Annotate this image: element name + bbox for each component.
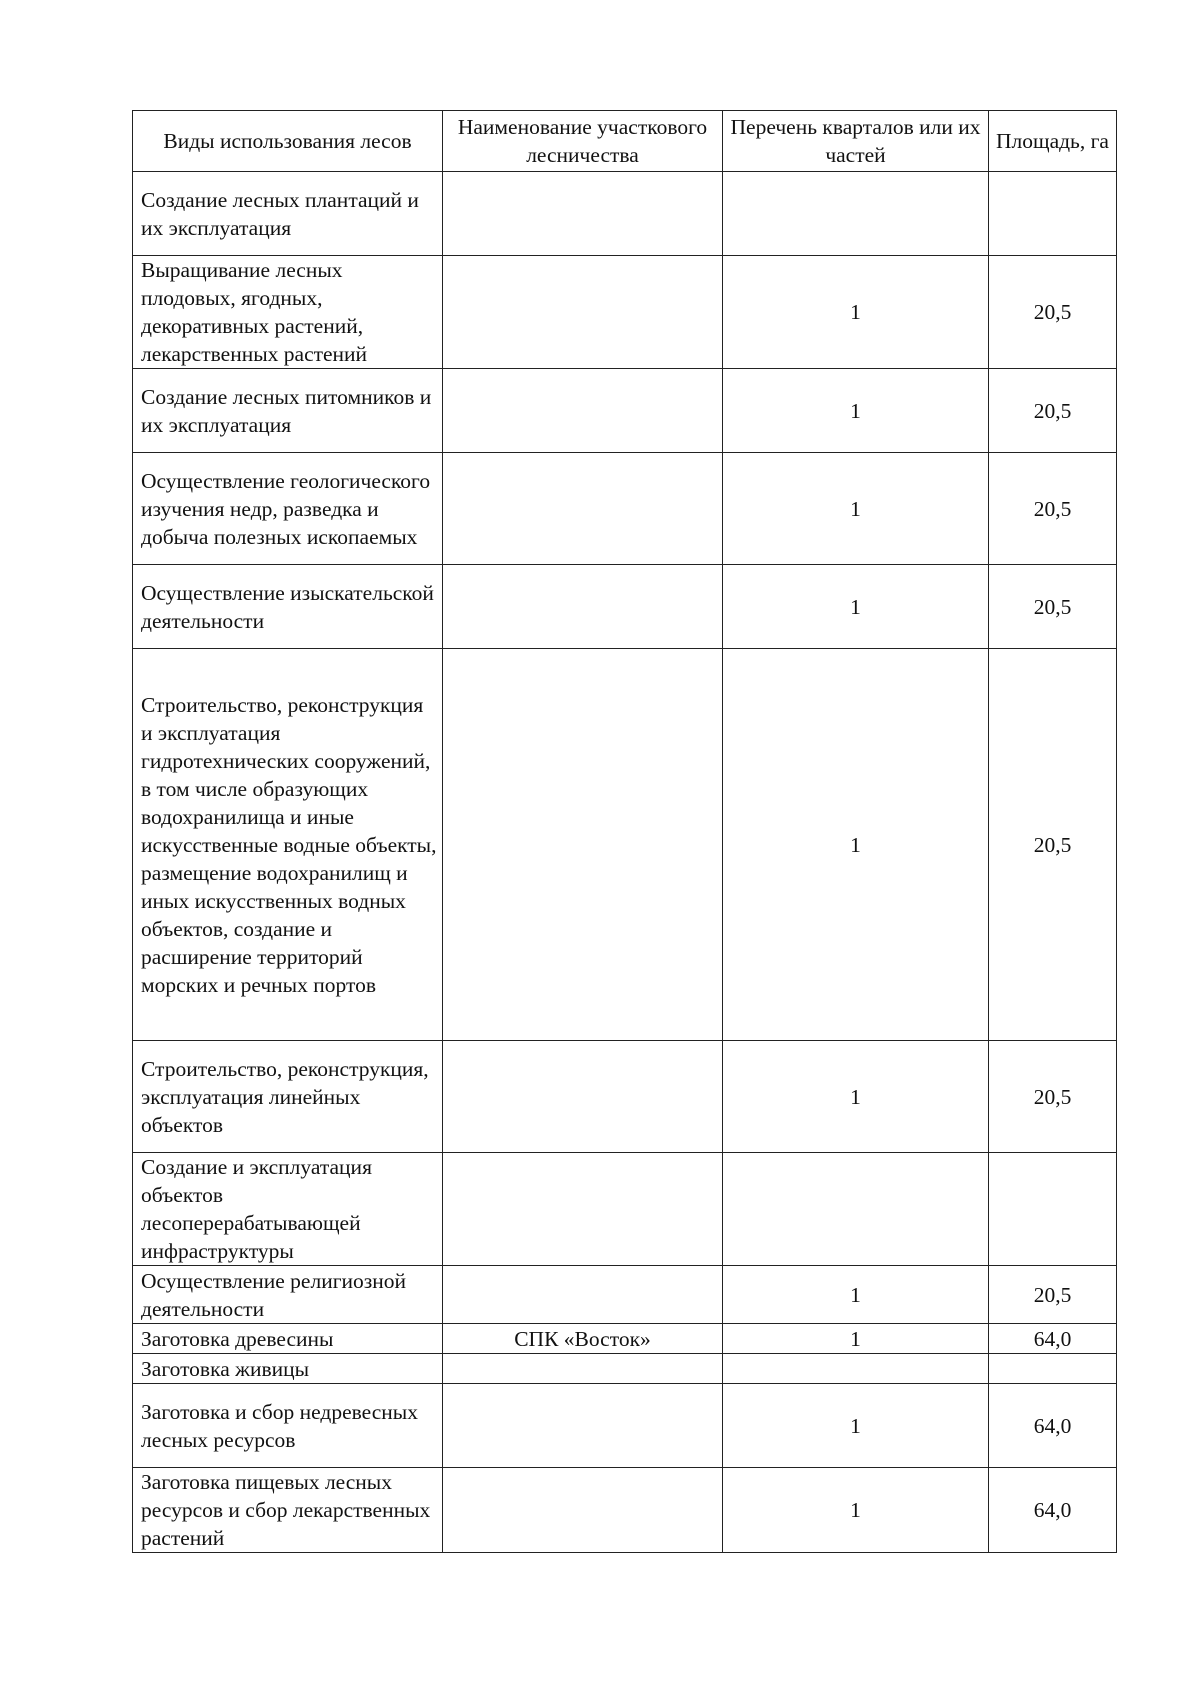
cell-quarters: 1 bbox=[723, 369, 989, 453]
table-row bbox=[133, 1384, 1117, 1468]
cell-area: 64,0 bbox=[989, 1468, 1117, 1553]
table-header-row bbox=[133, 111, 1117, 172]
cell-forestry-name bbox=[443, 453, 723, 565]
header-usage-type: Виды использования лесов bbox=[133, 111, 443, 172]
cell-usage-type: Осуществление изыскательской деятельности bbox=[133, 565, 443, 649]
cell-forestry-name bbox=[443, 1266, 723, 1324]
table-row bbox=[133, 1354, 1117, 1384]
cell-quarters bbox=[723, 172, 989, 256]
cell-forestry-name bbox=[443, 1468, 723, 1553]
cell-usage-type: Осуществление религиозной деятельности bbox=[133, 1266, 443, 1324]
cell-usage-type: Создание лесных плантаций и их эксплуатация bbox=[133, 172, 443, 256]
cell-area: 64,0 bbox=[989, 1384, 1117, 1468]
table-row bbox=[133, 1153, 1117, 1266]
header-area: Площадь, га bbox=[989, 111, 1117, 172]
cell-area: 64,0 bbox=[989, 1324, 1117, 1354]
header-forestry-name: Наименование участкового лесничества bbox=[443, 111, 723, 172]
table-row bbox=[133, 453, 1117, 565]
cell-usage-type: Создание и эксплуатация объектов лесоперерабатывающей инфраструктуры bbox=[133, 1153, 443, 1266]
cell-quarters: 1 bbox=[723, 1468, 989, 1553]
cell-area: 20,5 bbox=[989, 256, 1117, 369]
table-row bbox=[133, 256, 1117, 369]
cell-usage-type: Заготовка и сбор недревесных лесных ресурсов bbox=[133, 1384, 443, 1468]
table-row bbox=[133, 1266, 1117, 1324]
cell-area: 20,5 bbox=[989, 565, 1117, 649]
document-page bbox=[132, 110, 1116, 1553]
cell-area: 20,5 bbox=[989, 369, 1117, 453]
table-row bbox=[133, 172, 1117, 256]
cell-area bbox=[989, 1354, 1117, 1384]
cell-area bbox=[989, 1153, 1117, 1266]
cell-area: 20,5 bbox=[989, 1266, 1117, 1324]
cell-forestry-name bbox=[443, 1354, 723, 1384]
cell-forestry-name bbox=[443, 649, 723, 1041]
cell-quarters: 1 bbox=[723, 649, 989, 1041]
cell-usage-type: Осуществление геологического изучения недр, разведка и добыча полезных ископаемых bbox=[133, 453, 443, 565]
cell-usage-type: Заготовка пищевых лесных ресурсов и сбор лекарственных растений bbox=[133, 1468, 443, 1553]
cell-quarters bbox=[723, 1354, 989, 1384]
cell-quarters: 1 bbox=[723, 453, 989, 565]
cell-forestry-name bbox=[443, 1041, 723, 1153]
cell-quarters: 1 bbox=[723, 1324, 989, 1354]
cell-quarters: 1 bbox=[723, 1041, 989, 1153]
cell-forestry-name bbox=[443, 256, 723, 369]
cell-usage-type: Выращивание лесных плодовых, ягодных, декоративных растений, лекарственных растений bbox=[133, 256, 443, 369]
cell-area: 20,5 bbox=[989, 453, 1117, 565]
table-row bbox=[133, 1468, 1117, 1553]
cell-quarters: 1 bbox=[723, 1266, 989, 1324]
cell-forestry-name bbox=[443, 1384, 723, 1468]
cell-usage-type: Строительство, реконструкция, эксплуатация линейных объектов bbox=[133, 1041, 443, 1153]
table-row bbox=[133, 1041, 1117, 1153]
table-row bbox=[133, 649, 1117, 1041]
cell-quarters: 1 bbox=[723, 256, 989, 369]
cell-quarters: 1 bbox=[723, 565, 989, 649]
cell-usage-type: Создание лесных питомников и их эксплуатация bbox=[133, 369, 443, 453]
cell-usage-type: Заготовка древесины bbox=[133, 1324, 443, 1354]
cell-usage-type: Заготовка живицы bbox=[133, 1354, 443, 1384]
cell-forestry-name bbox=[443, 1153, 723, 1266]
cell-forestry-name: СПК «Восток» bbox=[443, 1324, 723, 1354]
header-quarters: Перечень кварталов или их частей bbox=[723, 111, 989, 172]
cell-quarters bbox=[723, 1153, 989, 1266]
cell-usage-type: Строительство, реконструкция и эксплуатация гидротехнических сооружений, в том числе образующих водохранилища и иные искусственные водные объекты, размещение водохранилищ и иных искусственных водных объектов, создание и расширение территорий морских и речных портов bbox=[133, 649, 443, 1041]
cell-area bbox=[989, 172, 1117, 256]
table-row bbox=[133, 1324, 1117, 1354]
cell-forestry-name bbox=[443, 565, 723, 649]
cell-quarters: 1 bbox=[723, 1384, 989, 1468]
cell-area: 20,5 bbox=[989, 649, 1117, 1041]
cell-forestry-name bbox=[443, 172, 723, 256]
cell-area: 20,5 bbox=[989, 1041, 1117, 1153]
forest-use-table bbox=[132, 110, 1117, 1553]
cell-forestry-name bbox=[443, 369, 723, 453]
table-row bbox=[133, 369, 1117, 453]
table-row bbox=[133, 565, 1117, 649]
